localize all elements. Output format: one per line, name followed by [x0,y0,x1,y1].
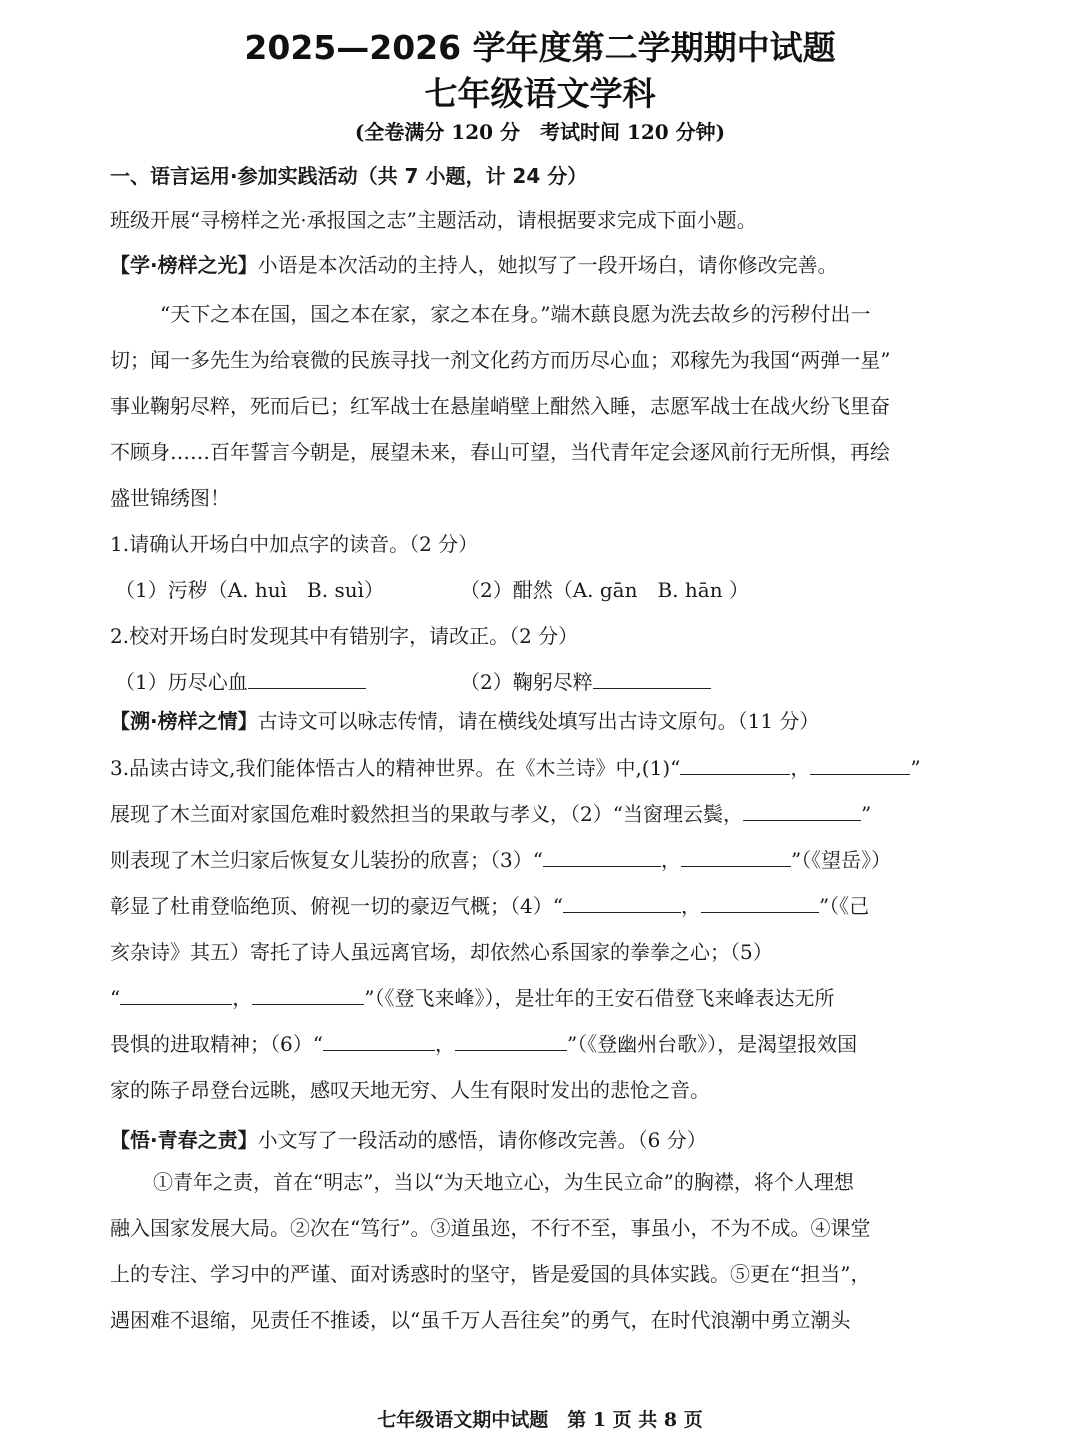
answer-blank[interactable] [543,846,661,867]
part3-text: 小文写了一段活动的感悟，请你修改完善。（6 分） [257,1128,707,1152]
answer-blank[interactable] [252,984,364,1005]
answer-blank[interactable] [455,1030,567,1051]
question-2-item-1-label: （1）历尽心血 [115,670,248,694]
passage2-line: 遇困难不退缩，见责任不推诿，以“虽千万人吾往矣”的勇气，在时代浪潮中勇立潮头 [110,1308,851,1332]
part2-line [110,705,819,734]
part3-line [110,1124,707,1153]
answer-blank[interactable] [743,800,861,821]
q3-text: ”（《登飞来峰》），是壮年的王安石借登飞来峰表达无所 [364,986,835,1010]
passage-line: 事业鞠躬尽粹，死而后已；红军战士在悬崖峭壁上酣然入睡，志愿军战士在战火纷飞里奋 [110,394,890,418]
q3-comma: ， [790,756,811,780]
q3-quote: ” [910,756,921,780]
q3-comma: ， [434,1032,455,1056]
passage2-line: 上的专注、学习中的严谨、面对诱惑时的坚守，皆是爱国的具体实践。⑤更在“担当”， [110,1262,871,1286]
exam-title: 2025—2026 学年度第二学期期中试题 [244,28,836,67]
passage-line: 不顾身……百年誓言今朝是，展望未来，春山可望，当代青年定会逐风前行无所惧，再绘 [110,440,890,464]
q3-text: 展现了木兰面对家国危难时毅然担当的果敢与孝义，（2）“当窗理云鬓， [110,802,743,826]
answer-blank[interactable] [680,754,790,775]
answer-blank[interactable] [593,668,711,689]
question-3-line: 亥杂诗》其五）寄托了诗人虽远离官场，却依然心系国家的拳拳之心；（5） [110,940,773,964]
part2-tag: 【溯·榜样之情】 [110,709,258,733]
q3-text: 畏惧的进取精神；（6）“ [110,1032,323,1056]
question-2-item-2 [460,666,711,695]
question-3-line [110,1028,857,1057]
passage-line: “天下之本在国，国之本在家，家之本在身。”端木蕻良愿为洗去故乡的污秽付出一 [160,302,871,326]
part3-tag: 【悟·青春之责】 [110,1128,258,1152]
q3-quote: ” [860,802,872,826]
q3-text: 3.品读古诗文,我们能体悟古人的精神世界。在《木兰诗》中,(1)“ [110,756,681,780]
q3-text: ”（《登幽州台歌》），是渴望报效国 [566,1032,858,1056]
question-1: 1.请确认开场白中加点字的读音。（2 分） [110,532,479,556]
part2-text: 古诗文可以咏志传情，请在横线处填写出古诗文原句。（11 分） [257,709,820,733]
question-3-line: 家的陈子昂登台远眺，感叹天地无穷、人生有限时发出的悲怆之音。 [110,1078,710,1102]
question-3-line [110,752,921,781]
section-intro: 班级开展“寻榜样之光·承报国之志”主题活动，请根据要求完成下面小题。 [110,208,757,232]
q3-comma: ， [680,894,701,918]
question-3-line [110,844,891,873]
answer-blank[interactable] [563,892,681,913]
question-2: 2.校对开场白时发现其中有错别字，请改正。（2 分） [110,624,579,648]
answer-blank[interactable] [701,892,819,913]
q3-text: 则表现了木兰归家后恢复女儿装扮的欣喜；（3）“ [110,848,543,872]
question-1-option-1: （1）污秽（A. huì B. suì） [115,578,384,602]
question-3-line [110,890,869,919]
part1-text: 小语是本次活动的主持人，她拟写了一段开场白，请你修改完善。 [257,253,838,277]
exam-subject: 七年级语文学科 [424,74,656,113]
question-2-item-1 [115,666,366,695]
q3-text: ”（《己 [818,894,870,918]
question-3-line [110,982,834,1011]
answer-blank[interactable] [323,1030,435,1051]
q3-text: ”（《望岳》） [790,848,892,872]
part1-line [110,249,838,278]
part1-tag: 【学·榜样之光】 [110,253,258,277]
page-footer: 七年级语文期中试题 第 1 页 共 8 页 [377,1409,703,1431]
q3-text: 彰显了杜甫登临绝顶、俯视一切的豪迈气概；（4）“ [110,894,563,918]
passage-line: 盛世锦绣图！ [110,486,230,510]
passage2-line: ①青年之责，首在“明志”，当以“为天地立心，为生民立命”的胸襟，将个人理想 [153,1170,854,1194]
question-2-item-2-label: （2）鞠躬尽粹 [460,670,593,694]
q3-comma: ， [660,848,681,872]
question-1-option-2: （2）酣然（A. gān B. hān ） [460,578,749,602]
exam-note: (全卷满分 120 分 考试时间 120 分钟) [354,120,726,144]
question-3-line [110,798,871,827]
answer-blank[interactable] [248,668,366,689]
answer-blank[interactable] [810,754,910,775]
q3-quote: “ [110,986,121,1010]
passage-line: 切；闻一多先生为给衰微的民族寻找一剂文化药方而历尽心血；邓稼先为我国“两弹一星” [110,348,891,372]
answer-blank[interactable] [120,984,232,1005]
passage2-line: 融入国家发展大局。②次在“笃行”。③道虽迩，不行不至，事虽小，不为不成。④课堂 [110,1216,871,1240]
q3-comma: ， [232,986,253,1010]
answer-blank[interactable] [681,846,791,867]
section-heading: 一、语言运用·参加实践活动（共 7 小题，计 24 分） [110,164,588,188]
